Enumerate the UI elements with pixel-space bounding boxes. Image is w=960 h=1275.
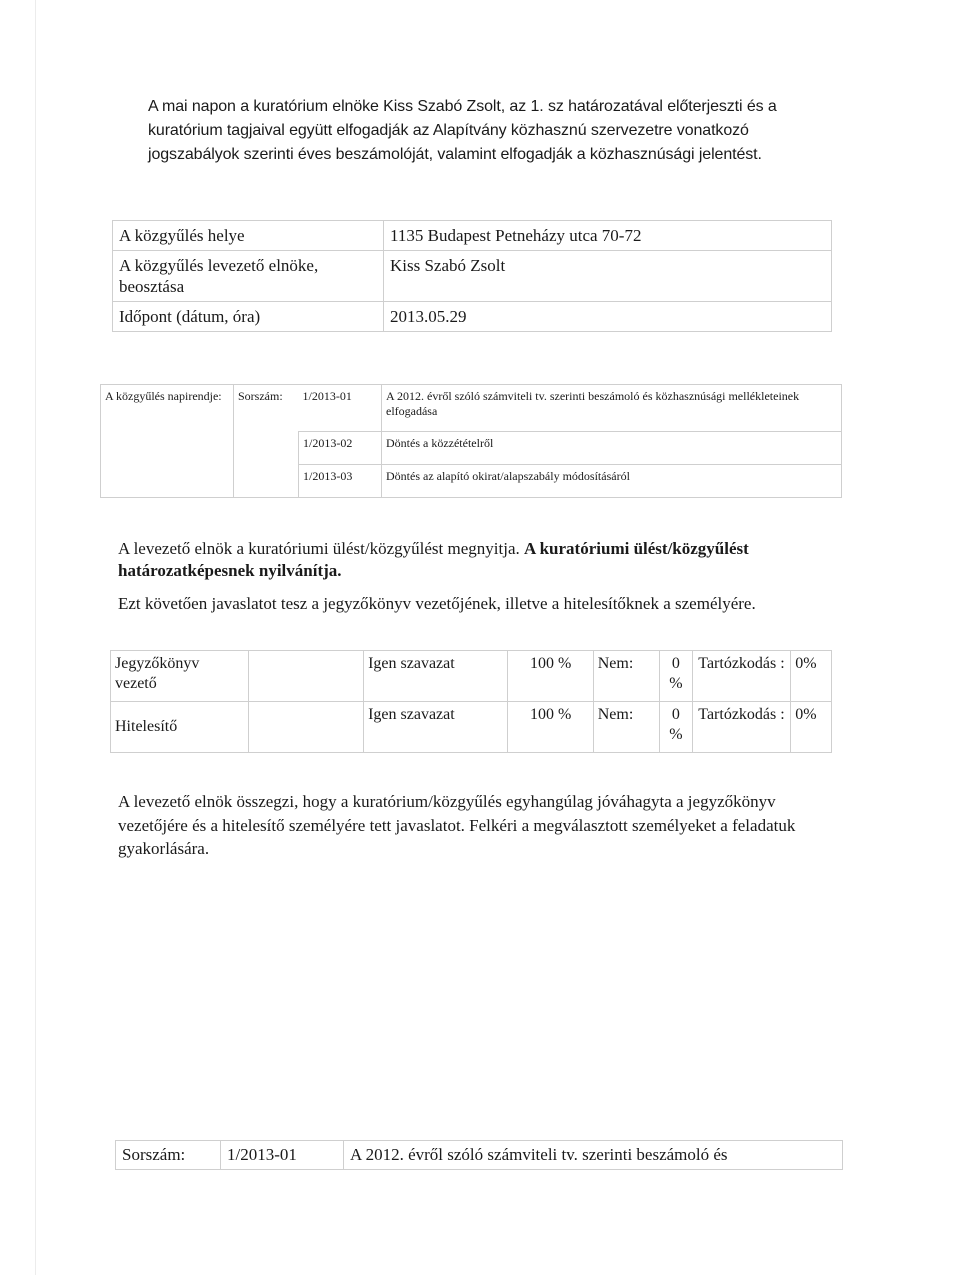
vote-role: Jegyzőkönyv vezető bbox=[111, 651, 249, 702]
chair-label: A közgyűlés levezető elnöke, beosztása bbox=[113, 251, 384, 302]
abstain-value: 0% bbox=[791, 702, 832, 753]
time-value: 2013.05.29 bbox=[384, 302, 832, 332]
table-row bbox=[111, 651, 832, 702]
resolution-title: A 2012. évről szóló számviteli tv. szerinti beszámoló és bbox=[344, 1141, 843, 1170]
vote-role: Hitelesítő bbox=[111, 702, 249, 753]
agenda-item-text: Döntés a közzétételről bbox=[382, 432, 842, 465]
summary-paragraph: A levezető elnök összegzi, hogy a kuratórium/közgyűlés egyhangúlag jóváhagyta a jegyzőkönyv vezetőjére és a hitelesítő személyére tett javaslatot. Felkéri a megválasztott személyeket a feladatuk gyakorlására. bbox=[118, 792, 796, 858]
no-label: Nem: bbox=[593, 702, 659, 753]
proposal-paragraph: Ezt követően javaslatot tesz a jegyzőkönyv vezetőjének, illetve a hitelesítőknek a személyére. bbox=[118, 594, 756, 613]
yes-value: 100 % bbox=[508, 651, 593, 702]
abstain-label: Tartózkodás : bbox=[692, 651, 791, 702]
place-value: 1135 Budapest Petneházy utca 70-72 bbox=[384, 221, 832, 251]
vote-name bbox=[248, 651, 364, 702]
no-label: Nem: bbox=[593, 651, 659, 702]
agenda-item-number: 1/2013-02 bbox=[299, 432, 382, 465]
table-row bbox=[116, 1141, 843, 1170]
yes-label: Igen szavazat bbox=[364, 651, 508, 702]
agenda-table bbox=[100, 384, 842, 498]
opening-bold-text: A kuratóriumi ülést/közgyűlést határozatképesnek nyilvánítja. bbox=[118, 539, 749, 580]
table-row bbox=[113, 251, 832, 302]
abstain-label: Tartózkodás : bbox=[692, 702, 791, 753]
meeting-info-table bbox=[112, 220, 832, 332]
table-row bbox=[113, 302, 832, 332]
place-label: A közgyűlés helye bbox=[113, 221, 384, 251]
abstain-value: 0% bbox=[791, 651, 832, 702]
agenda-item-text: A 2012. évről szóló számviteli tv. szerinti beszámoló és közhasznúsági mellékleteinek elfogadása bbox=[382, 385, 842, 432]
intro-paragraph: A mai napon a kuratórium elnöke Kiss Szabó Zsolt, az 1. sz határozatával előterjeszti és a kuratórium tagjaival együtt elfogadják az Alapítvány közhasznú szervezetre vonatkozó jogszabályok szerinti éves beszámolóját, valamint elfogadják a közhasznúsági jelentést. bbox=[148, 98, 777, 163]
resolution-number-label: Sorszám: bbox=[116, 1141, 221, 1170]
resolution-header-table bbox=[115, 1140, 843, 1170]
agenda-item-number: 1/2013-03 bbox=[299, 465, 382, 498]
agenda-number-label: Sorszám: bbox=[234, 385, 299, 498]
scan-edge-line bbox=[35, 0, 36, 1275]
agenda-label: A közgyűlés napirendje: bbox=[101, 385, 234, 498]
no-value: 0 % bbox=[660, 651, 693, 702]
table-row bbox=[113, 221, 832, 251]
table-row bbox=[101, 385, 842, 432]
table-row bbox=[111, 702, 832, 753]
no-value: 0 % bbox=[660, 702, 693, 753]
yes-value: 100 % bbox=[508, 702, 593, 753]
agenda-item-text: Döntés az alapító okirat/alapszabály módosításáról bbox=[382, 465, 842, 498]
resolution-number: 1/2013-01 bbox=[221, 1141, 344, 1170]
vote-name bbox=[248, 702, 364, 753]
time-label: Időpont (dátum, óra) bbox=[113, 302, 384, 332]
chair-value: Kiss Szabó Zsolt bbox=[384, 251, 832, 302]
yes-label: Igen szavazat bbox=[364, 702, 508, 753]
agenda-item-number: 1/2013-01 bbox=[299, 385, 382, 432]
opening-paragraph bbox=[118, 538, 848, 582]
opening-text: A levezető elnök a kuratóriumi ülést/közgyűlést megnyitja. bbox=[118, 539, 525, 558]
votes-table bbox=[110, 650, 832, 753]
